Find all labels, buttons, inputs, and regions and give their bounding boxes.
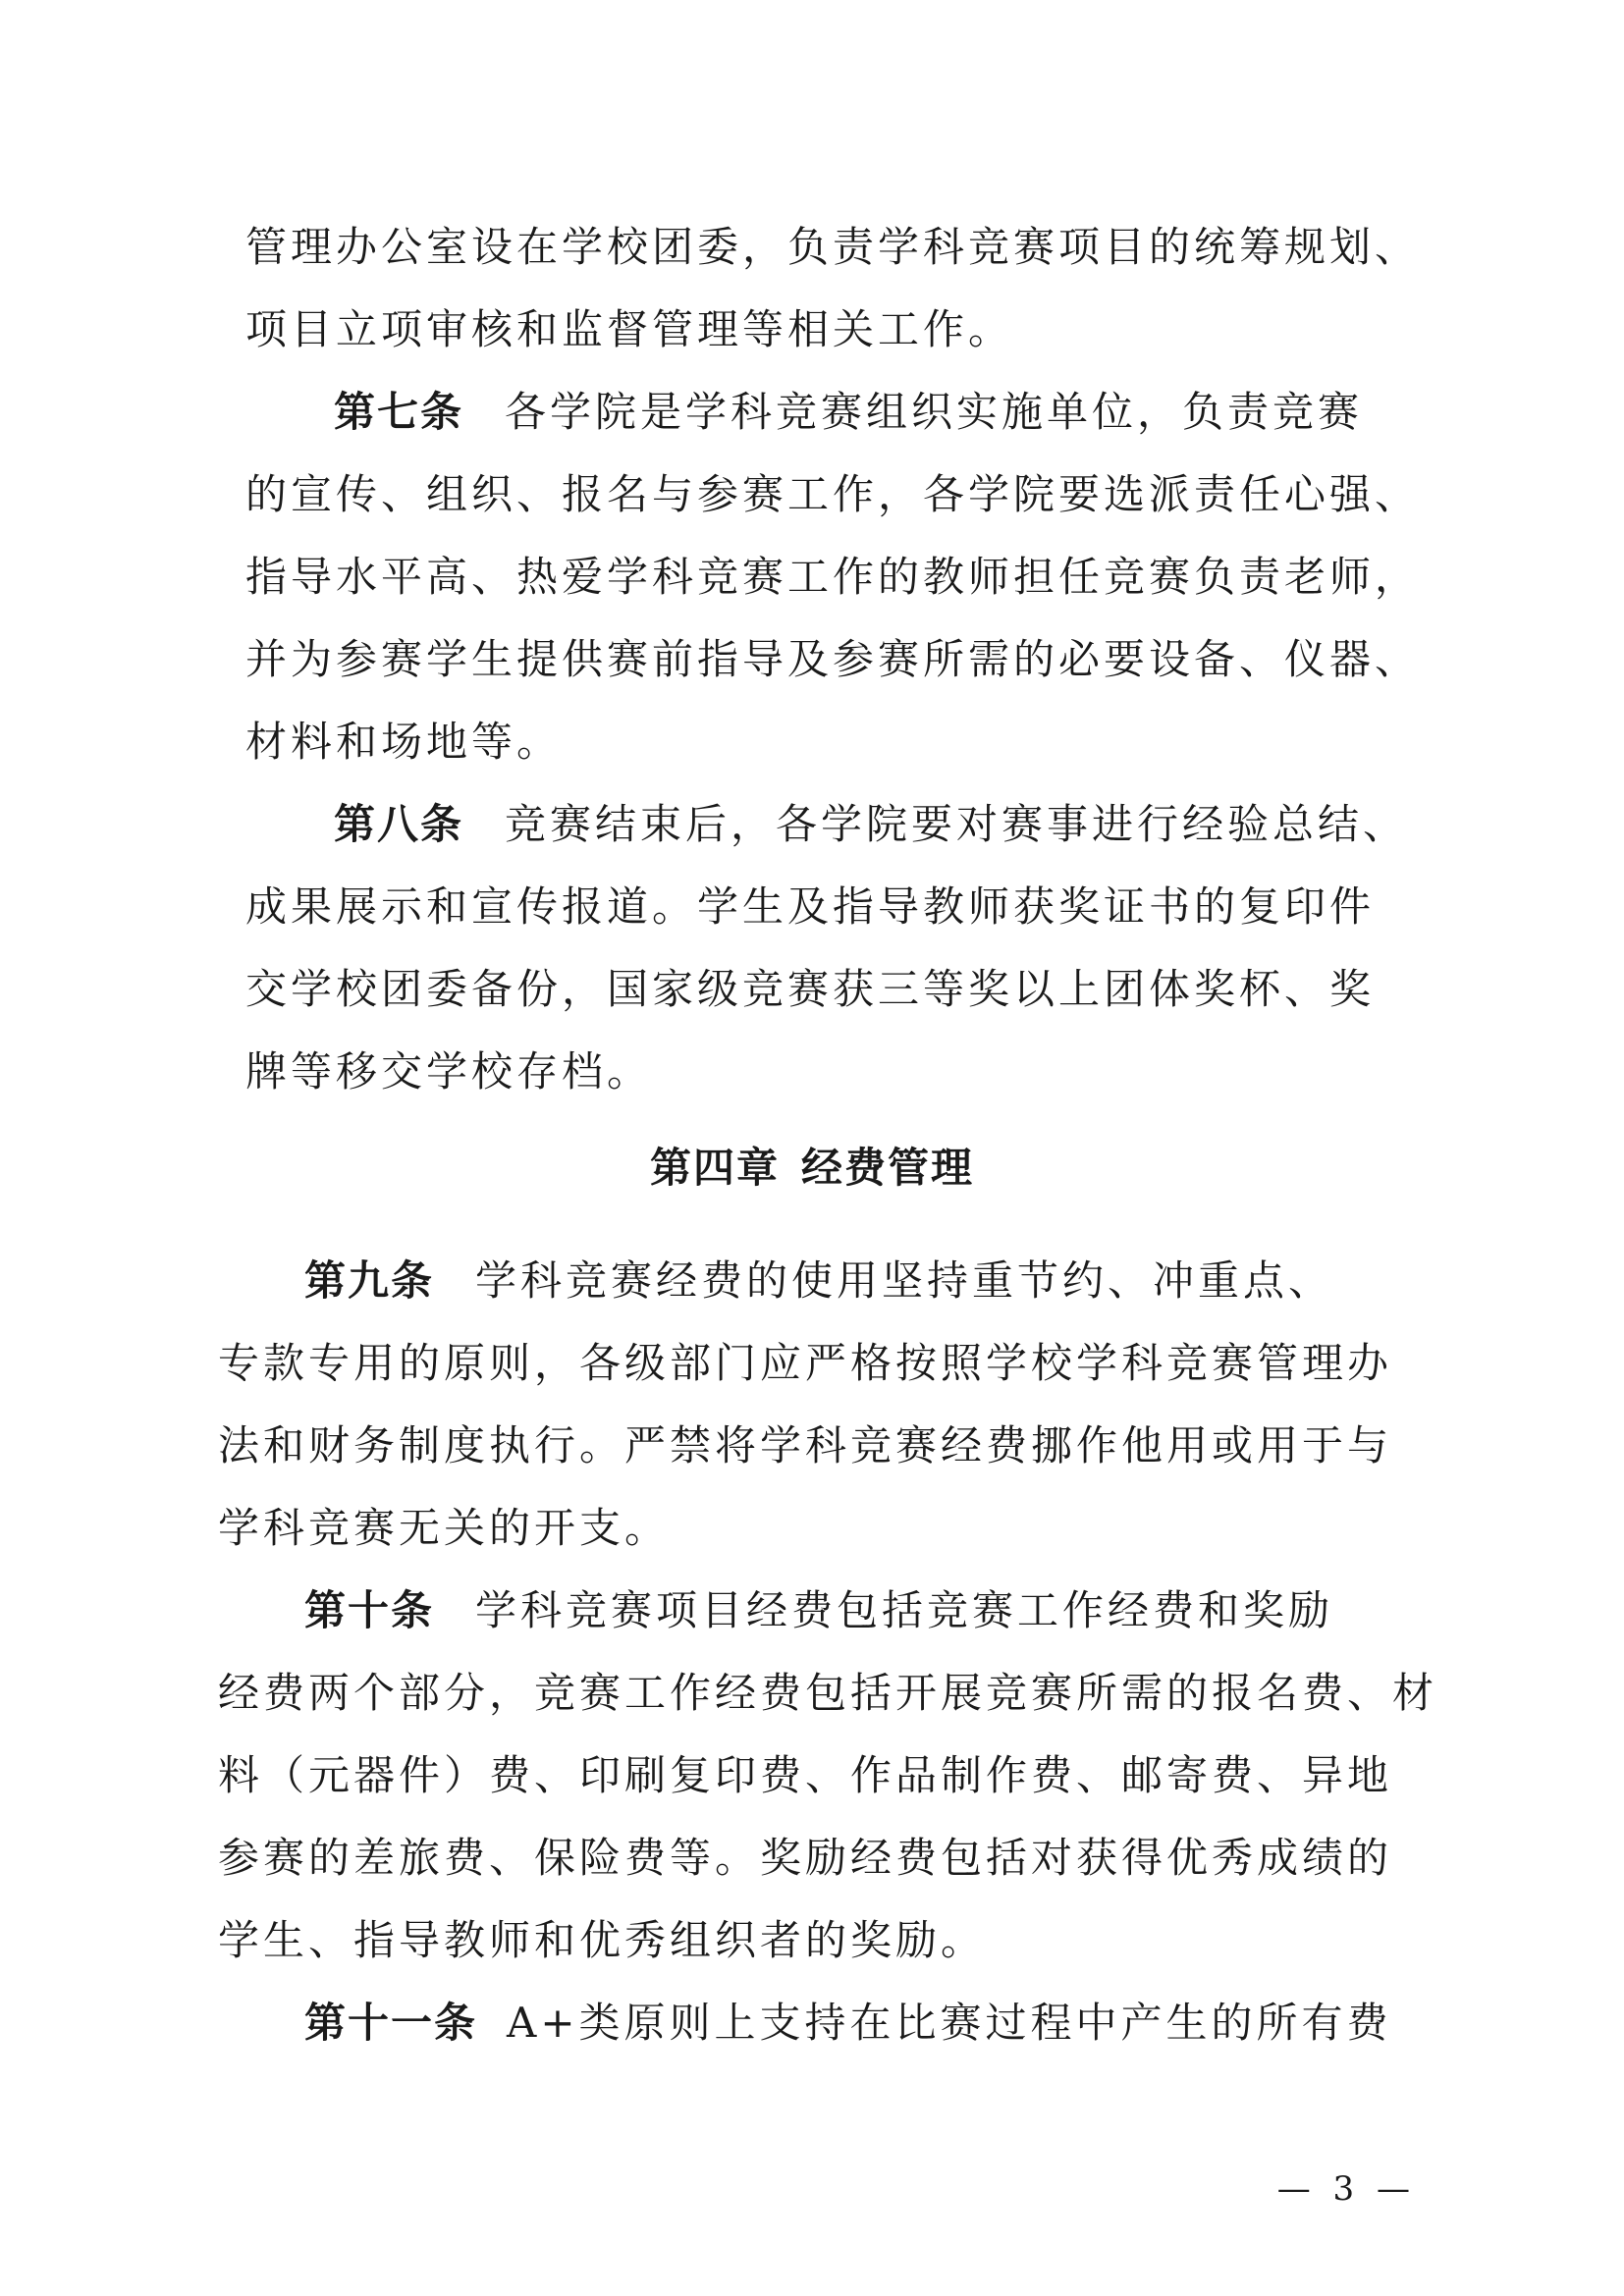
body-text-line: 料（元器件）费、印刷复印费、作品制作费、邮寄费、异地 [218, 1751, 1393, 1799]
article-7-first-line [334, 383, 1363, 442]
body-text-line: 学生、指导教师和优秀组织者的奖励。 [218, 1916, 987, 1964]
body-text-line: 指导水平高、热爱学科竞赛工作的教师担任竞赛负责老师， [245, 553, 1421, 601]
article-text: 学科竞赛经费的使用坚持重节约、冲重点、 [475, 1256, 1334, 1305]
article-label: 第八条 [334, 800, 464, 848]
article-text: 学科竞赛项目经费包括竞赛工作经费和奖励 [475, 1586, 1334, 1634]
body-text-line: 项目立项审核和监督管理等相关工作。 [245, 305, 1014, 353]
article-text: A+类原则上支持在比赛过程中产生的所有费 [507, 1999, 1392, 2047]
body-text-line: 法和财务制度执行。严禁将学科竞赛经费挪作他用或用于与 [218, 1421, 1393, 1469]
chapter-title: 经费管理 [801, 1144, 975, 1192]
article-11-first-line [304, 1994, 1392, 2053]
body-text-line: 成果展示和宣传报道。学生及指导教师获奖证书的复印件 [245, 882, 1376, 931]
article-label: 第七条 [334, 388, 464, 436]
body-text-line: 参赛的差旅费、保险费等。奖励经费包括对获得优秀成绩的 [218, 1834, 1393, 1882]
article-9-first-line [304, 1252, 1333, 1310]
body-text-line: 材料和场地等。 [245, 718, 563, 766]
chapter-number: 第四章 [649, 1144, 780, 1192]
body-text-line: 并为参赛学生提供赛前指导及参赛所需的必要设备、仪器、 [245, 635, 1421, 683]
body-text-line: 经费两个部分，竞赛工作经费包括开展竞赛所需的报名费、材 [218, 1669, 1438, 1717]
body-text-line: 交学校团委备份，国家级竞赛获三等奖以上团体奖杯、奖 [245, 965, 1376, 1013]
body-text-line: 牌等移交学校存档。 [245, 1047, 653, 1095]
body-text-line: 管理办公室设在学校团委，负责学科竞赛项目的统筹规划、 [245, 223, 1421, 271]
article-text: 竞赛结束后，各学院要对赛事进行经验总结、 [505, 800, 1409, 848]
body-text-line: 的宣传、组织、报名与参赛工作，各学院要选派责任心强、 [245, 470, 1421, 518]
article-text: 各学院是学科竞赛组织实施单位，负责竞赛 [505, 388, 1364, 436]
article-8-first-line [334, 795, 1408, 854]
body-text-line: 学科竞赛无关的开支。 [218, 1504, 671, 1552]
article-label: 第十一条 [304, 1999, 478, 2047]
article-label: 第十条 [304, 1586, 435, 1634]
article-10-first-line [304, 1581, 1333, 1640]
page-number: — 3 — [1276, 2169, 1416, 2209]
body-text-line: 专款专用的原则，各级部门应严格按照学校学科竞赛管理办 [218, 1339, 1393, 1387]
chapter-heading [0, 1139, 1624, 1198]
article-label: 第九条 [304, 1256, 435, 1305]
